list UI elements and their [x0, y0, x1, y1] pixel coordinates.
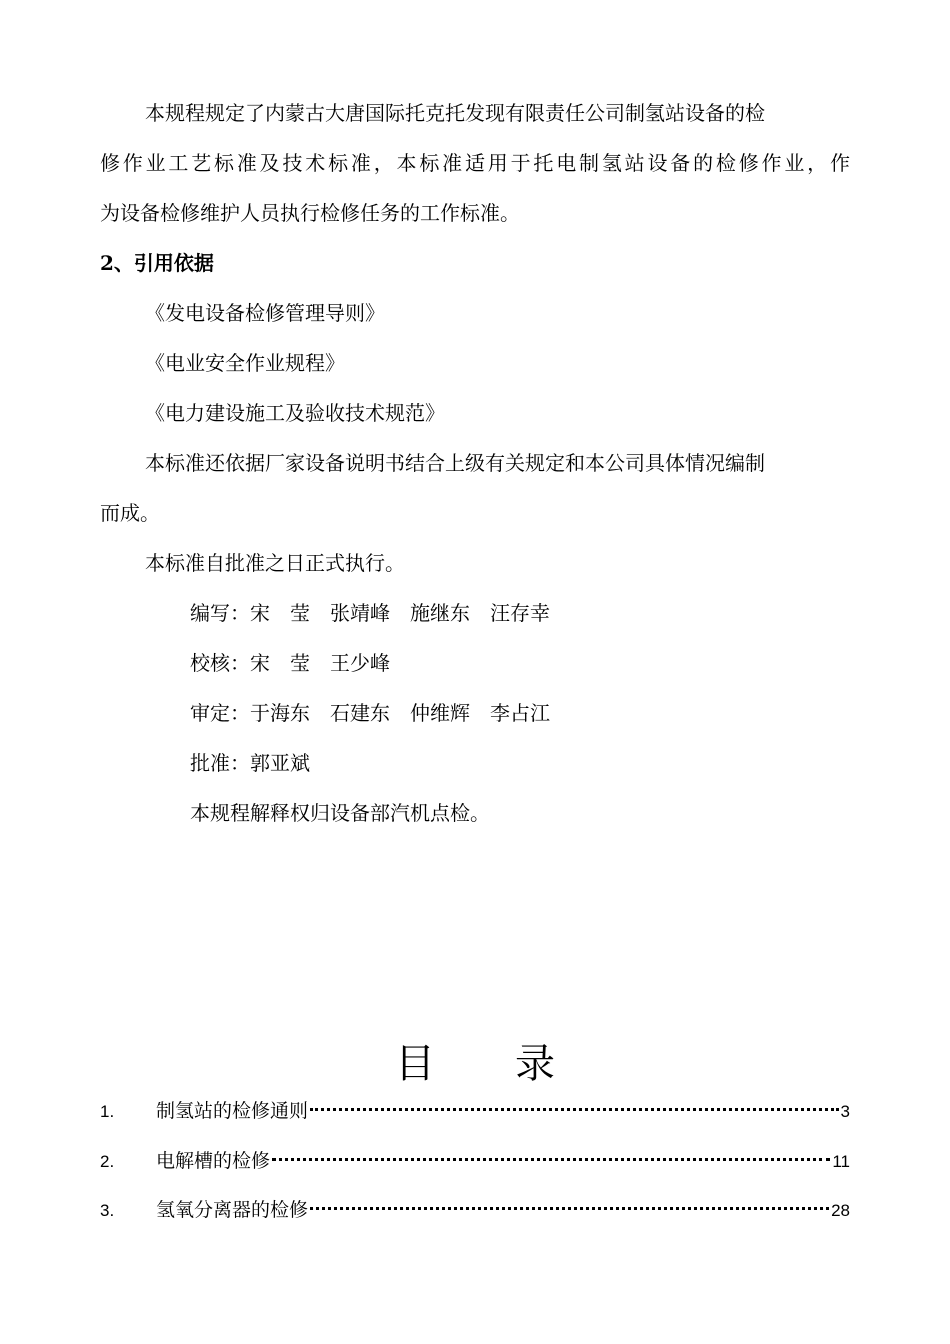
- toc-entry-number: 1.: [100, 1102, 115, 1121]
- toc-entry-number: 2.: [100, 1152, 115, 1171]
- toc-entry-title: 氢氧分离器的检修: [156, 1199, 309, 1221]
- basis-paragraph-line-1: 本标准还依据厂家设备说明书结合上级有关规定和本公司具体情况编制: [145, 451, 765, 475]
- toc-entry[interactable]: [100, 1148, 850, 1174]
- toc-leader-dots: [272, 1158, 830, 1161]
- toc-leader-dots: [310, 1108, 839, 1111]
- toc-entry-number: 3.: [100, 1201, 115, 1220]
- signoff-interpretation: 本规程解释权归设备部汽机点检。: [190, 801, 490, 825]
- toc-title: 目录: [395, 1041, 635, 1087]
- toc-entry[interactable]: [100, 1197, 850, 1223]
- intro-paragraph-line-3: 为设备检修维护人员执行检修任务的工作标准。: [100, 201, 520, 225]
- signoff-compile: 编写：宋 莹 张靖峰 施继东 汪存幸: [190, 601, 550, 625]
- toc-entry-title: 电解槽的检修: [156, 1150, 271, 1172]
- toc-entry[interactable]: [100, 1098, 850, 1124]
- reference-item-2: 《电业安全作业规程》: [145, 351, 345, 375]
- toc-entry-title: 制氢站的检修通则: [156, 1100, 309, 1122]
- toc-entry-page: 11: [832, 1152, 850, 1171]
- intro-paragraph-line-2: 修作业工艺标准及技术标准，本标准适用于托电制氢站设备的检修作业，作: [100, 151, 850, 175]
- signoff-approve-check: 审定：于海东 石建东 仲维辉 李占江: [190, 701, 550, 725]
- signoff-review: 校核：宋 莹 王少峰: [190, 651, 390, 675]
- toc-entry-page: 28: [831, 1201, 850, 1220]
- toc-entry-page: 3: [840, 1102, 850, 1121]
- reference-item-3: 《电力建设施工及验收技术规范》: [145, 401, 445, 425]
- intro-paragraph-line-1: 本规程规定了内蒙古大唐国际托克托发现有限责任公司制氢站设备的检: [145, 101, 765, 125]
- reference-item-1: 《发电设备检修管理导则》: [145, 301, 385, 325]
- effective-statement: 本标准自批准之日正式执行。: [145, 551, 405, 575]
- signoff-approve: 批准：郭亚斌: [190, 751, 310, 775]
- section-heading-references: 2、引用依据: [100, 251, 214, 275]
- toc-leader-dots: [310, 1207, 829, 1210]
- basis-paragraph-line-2: 而成。: [100, 501, 160, 525]
